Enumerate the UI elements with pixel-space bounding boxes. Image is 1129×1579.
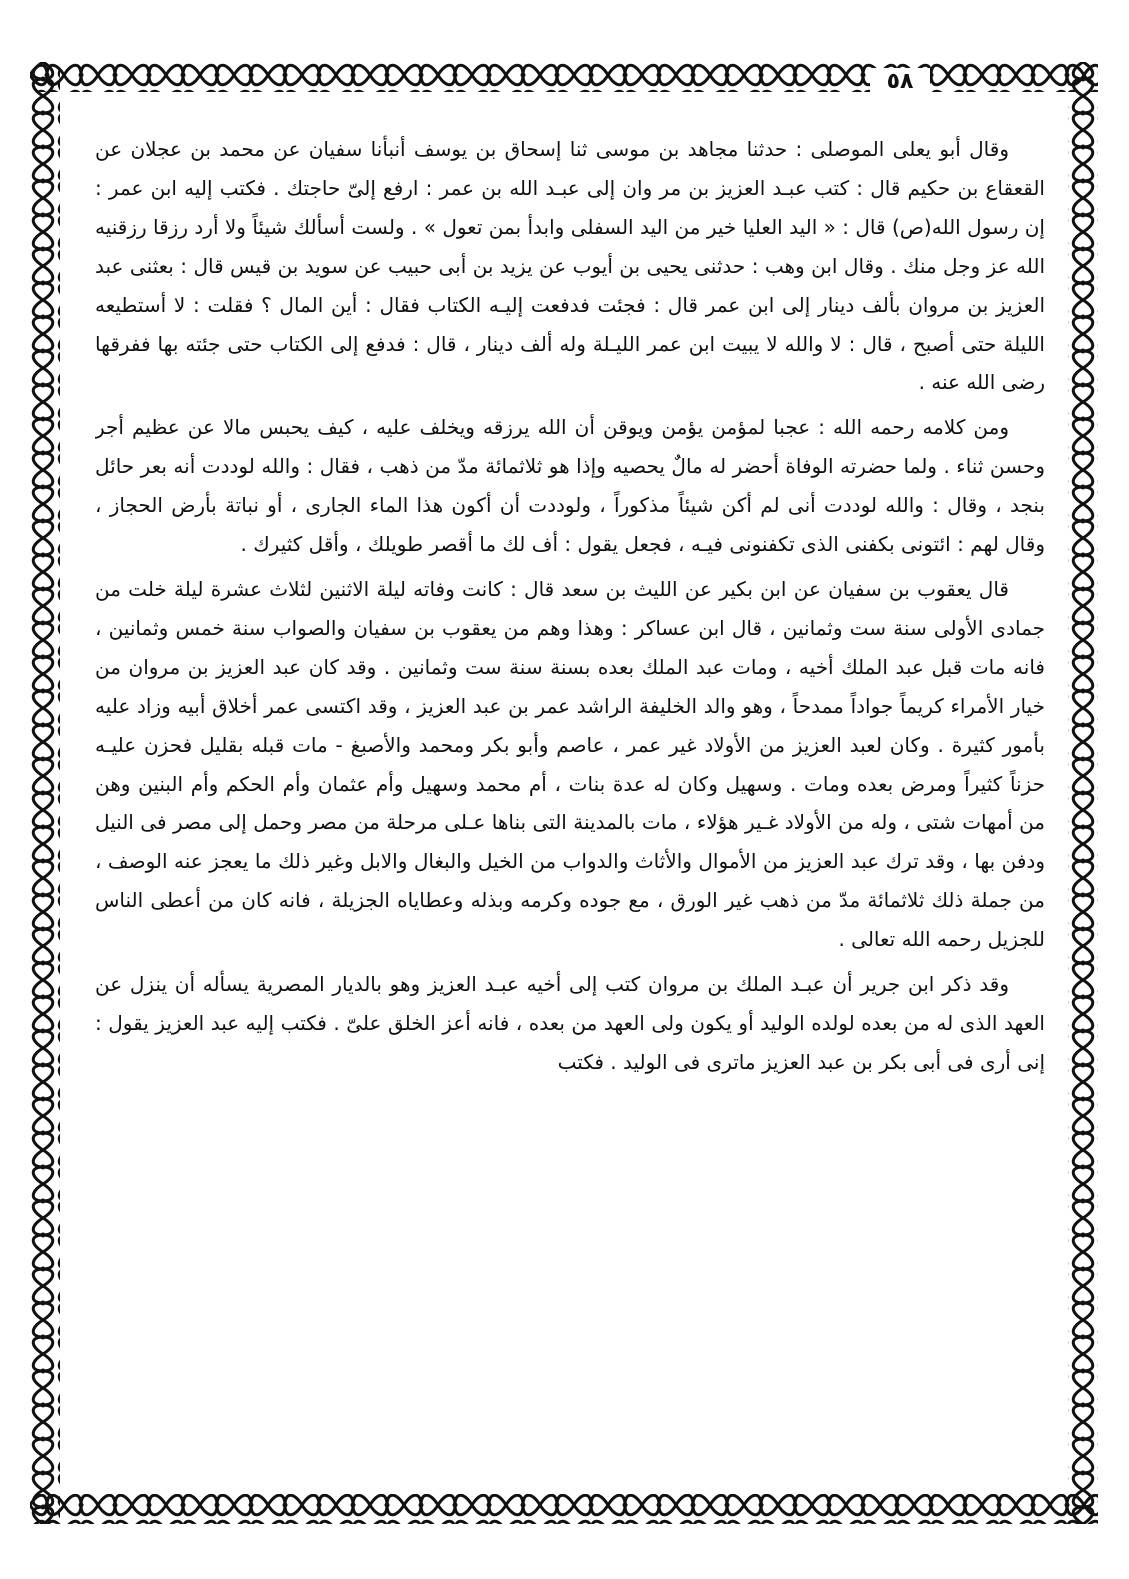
paragraph: وقد ذكر ابن جرير أن عبـد الملك بن مروان كتب إلى أخيه عبـد العزيز وهو بالديار المصرية يسأله أن ينزل عن العهد الذى له من بعده لولده الوليد أو يكون ولى العهد من بعده ، فانه أعز الخلق علىّ . فكتب إليه عبد العزيز يقول : إنى أرى فى أبى بكر بن عبد العزيز ماترى فى الوليد . فكتب	[95, 972, 1045, 1074]
page-number: ٥٨	[870, 68, 930, 96]
paragraph: قال يعقوب بن سفيان عن ابن بكير عن الليث بن سعد قال : كانت وفاته ليلة الاثنين لثلاث عشرة ليلة خلت من جمادى الأولى سنة ست وثمانين ، قال ابن عساكر : وهذا وهم من يعقوب بن سفيان والصواب سنة خمس وثمانين ، فانه مات قبل عبد الملك أخيه ، ومات عبد الملك بعده بسنة سنة ست وثمانين . وقد كان عبد العزيز بن مروان من خيار الأمراء كريماً جواداً ممدحاً ، وهو والد الخليفة الراشد عمر بن عبد العزيز ، وقد اكتسى عمر أخلاق أبيه وزاد عليه بأمور كثيرة . وكان لعبد العزيز من الأولاد غير عمر ، عاصم وأبو بكر ومحمد والأصبغ - مات قبله بقليل فحزن عليـه حزناً كثيراً ومرض بعده ومات . وسهيل وكان له عدة بنات ، أم محمد وسهيل وأم عثمان وأم الحكم وأم البنين وهن من أمهات شتى ، وله من الأولاد غـير هؤلاء ، مات بالمدينة التى بناها عـلى مرحلة من مصر وحمل إلى مصر فى النيل ودفن بها ، وقد ترك عبد العزيز من الأموال والأثاث والدواب من الخيل والبغال والابل وغير ذلك ما يعجز عنه الوصف ، من جملة ذلك ثلاثمائة مدّ من ذهب غير الورق ، مع جوده وكرمه وبذله وعطاياه الجزيلة ، فانه كان من أعطى الناس للجزيل رحمه الله تعالى .	[95, 576, 1045, 952]
paragraph: ومن كلامه رحمه الله : عجبا لمؤمن يؤمن ويوقن أن الله يرزقه ويخلف عليه ، كيف يحبس مالا عن عظيم أجر وحسن ثناء . ولما حضرته الوفاة أحضر له مالٌ يحصيه وإذا هو ثلاثمائة مدّ من ذهب ، فقال : والله لوددت أنه بعر حائل بنجد ، وقال : والله لوددت أنى لم أكن شيئاً مذكوراً ، ولوددت أن أكون هذا الماء الجارى ، أو نباتة بأرض الحجاز ، وقال لهم : ائتونى بكفنى الذى تكفنونى فيـه ، فجعل يقول : أف لك ما أقصر طويلك ، وأقل كثيرك .	[95, 415, 1045, 557]
paragraph: وقال أبو يعلى الموصلى : حدثنا مجاهد بن موسى ثنا إسحاق بن يوسف أنبأنا سفيان عن محمد بن عجلان عن القعقاع بن حكيم قال : كتب عبـد العزيز بن مر وان إلى عبـد الله بن عمر : ارفع إلىّ حاجتك . فكتب إليه ابن عمر : إن رسول الله(ص) قال : « اليد العليا خير من اليد السفلى وابدأ بمن تعول » . ولست أسألك شيئاً ولا أرد رزقا رزقنيه الله عز وجل منك . وقال ابن وهب : حدثنى يحيى بن أيوب عن يزيد بن أبى حبيب عن سويد بن قيس قال : بعثنى عبد العزيز بن مروان بألف دينار إلى ابن عمر قال : فجئت فدفعت إليـه الكتاب فقال : أين المال ؟ فقلت : لا أستطيعه الليلة حتى أصبح ، قال : لا والله لا يبيت ابن عمر الليـلة وله ألف دينار ، قال : فدفع إلى الكتاب حتى جئته بها ففرقها رضى الله عنه .	[95, 137, 1045, 395]
body-text	[95, 130, 1045, 1470]
